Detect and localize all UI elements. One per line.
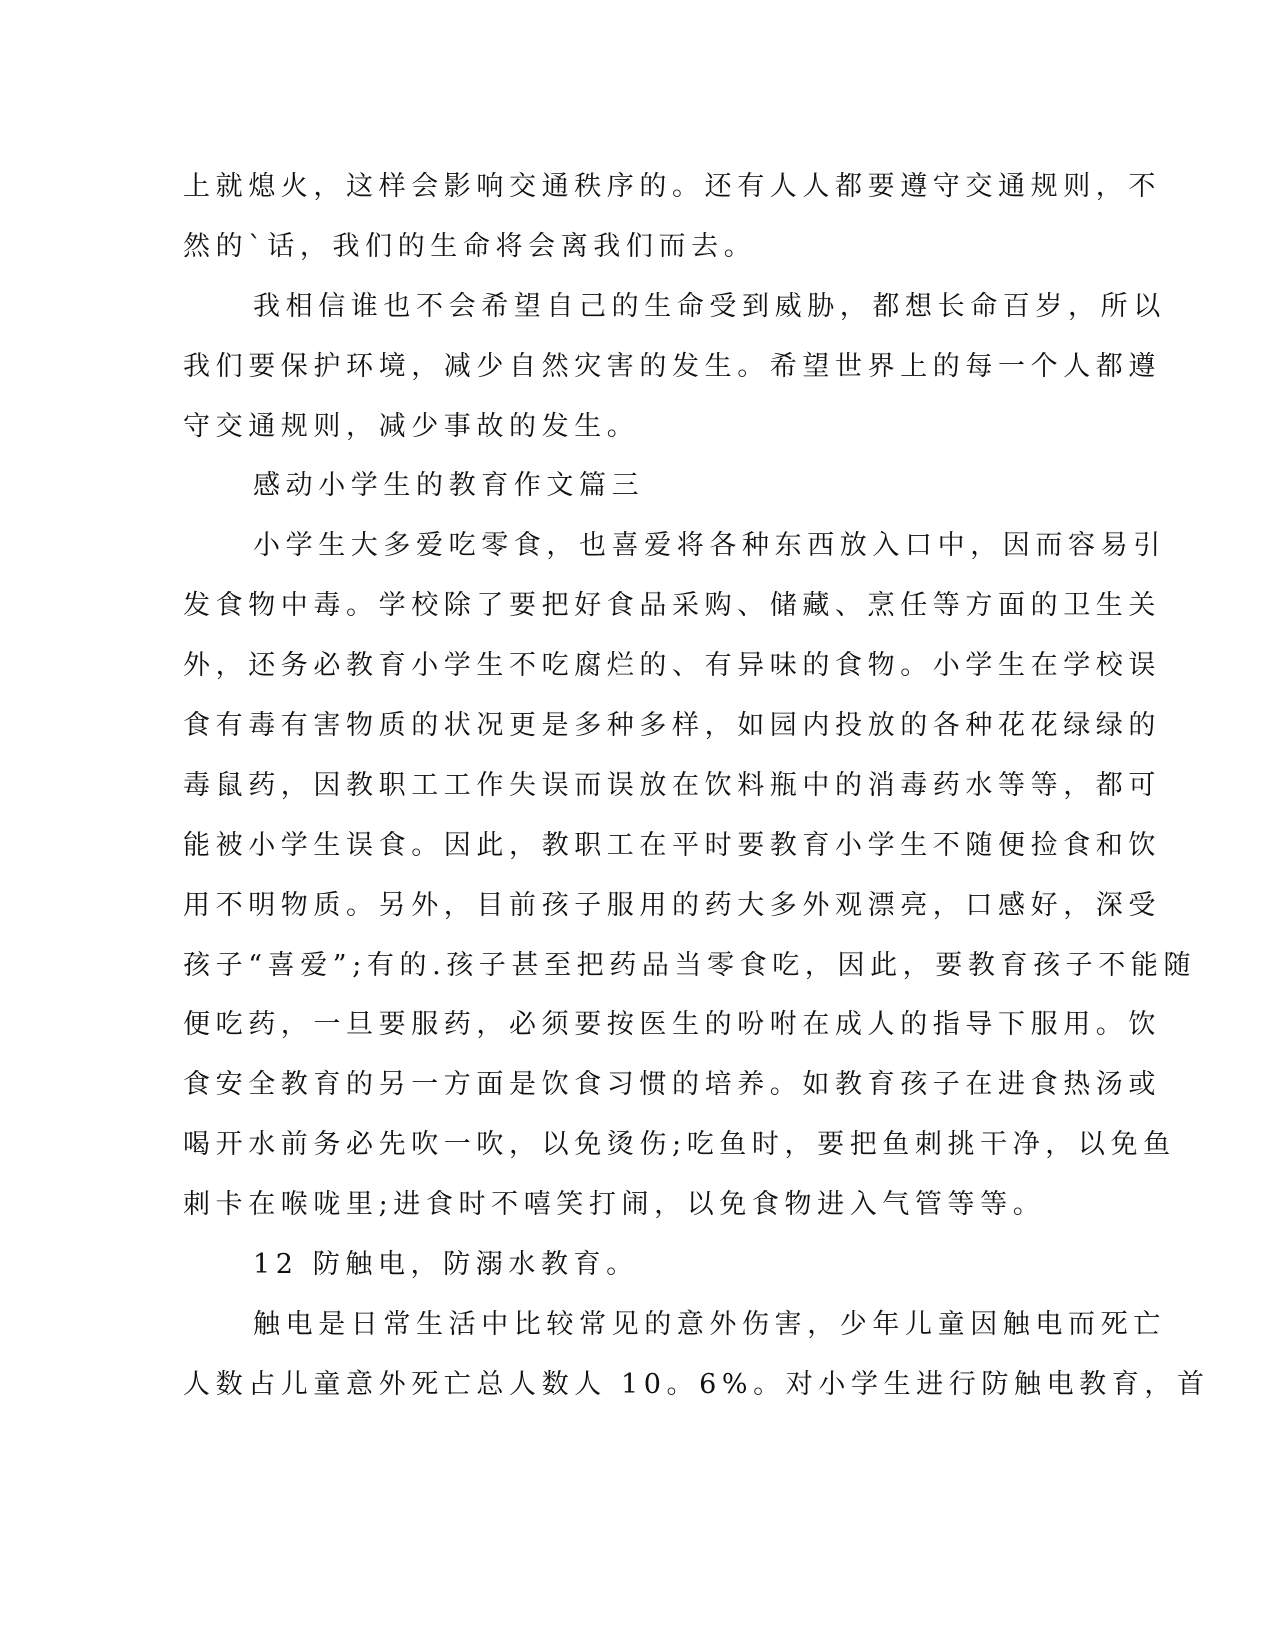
text-line: 便吃药，一旦要服药，必须要按医生的吩咐在成人的指导下服用。饮	[183, 1009, 1161, 1041]
text-line: 我们要保护环境，减少自然灾害的发生。希望世界上的每一个人都遵	[183, 350, 1161, 382]
subsection-heading: 12 防触电，防溺水教育。	[253, 1249, 639, 1281]
text-line: 外，还务必教育小学生不吃腐烂的、有异味的食物。小学生在学校误	[183, 650, 1161, 682]
text-line: 孩子“喜爱”;有的.孩子甚至把药品当零食吃，因此，要教育孩子不能随	[183, 949, 1197, 981]
text-line: 刺卡在喉咙里;进食时不嘻笑打闹，以免食物进入气管等等。	[183, 1189, 1046, 1221]
text-line: 人数占儿童意外死亡总人数人 10。6%。对小学生进行防触电教育，首	[183, 1368, 1210, 1400]
text-line: 食安全教育的另一方面是饮食习惯的培养。如教育孩子在进食热汤或	[183, 1069, 1161, 1101]
text-line: 能被小学生误食。因此，教职工在平时要教育小学生不随便捡食和饮	[183, 829, 1161, 861]
paragraph-start-line: 我相信谁也不会希望自己的生命受到威胁，都想长命百岁，所以	[253, 290, 1166, 322]
text-line: 守交通规则，减少事故的发生。	[183, 410, 640, 442]
text-line: 毒鼠药，因教职工工作失误而误放在饮料瓶中的消毒药水等等，都可	[183, 769, 1161, 801]
paragraph-start-line: 小学生大多爱吃零食，也喜爱将各种东西放入口中，因而容易引	[253, 530, 1166, 562]
document-body	[183, 157, 1210, 1415]
text-line: 然的`话，我们的生命将会离我们而去。	[183, 230, 757, 262]
paragraph-start-line: 触电是日常生活中比较常见的意外伤害，少年儿童因触电而死亡	[253, 1308, 1166, 1340]
text-line: 发食物中毒。学校除了要把好食品采购、储藏、烹任等方面的卫生关	[183, 590, 1161, 622]
text-line: 用不明物质。另外，目前孩子服用的药大多外观漂亮，口感好，深受	[183, 889, 1161, 921]
text-line: 食有毒有害物质的状况更是多种多样，如园内投放的各种花花绿绿的	[183, 710, 1161, 742]
text-line: 上就熄火，这样会影响交通秩序的。还有人人都要遵守交通规则，不	[183, 171, 1161, 202]
text-line: 喝开水前务必先吹一吹，以免烫伤;吃鱼时，要把鱼刺挑干净，以免鱼	[183, 1129, 1176, 1161]
section-heading: 感动小学生的教育作文篇三	[253, 470, 645, 502]
